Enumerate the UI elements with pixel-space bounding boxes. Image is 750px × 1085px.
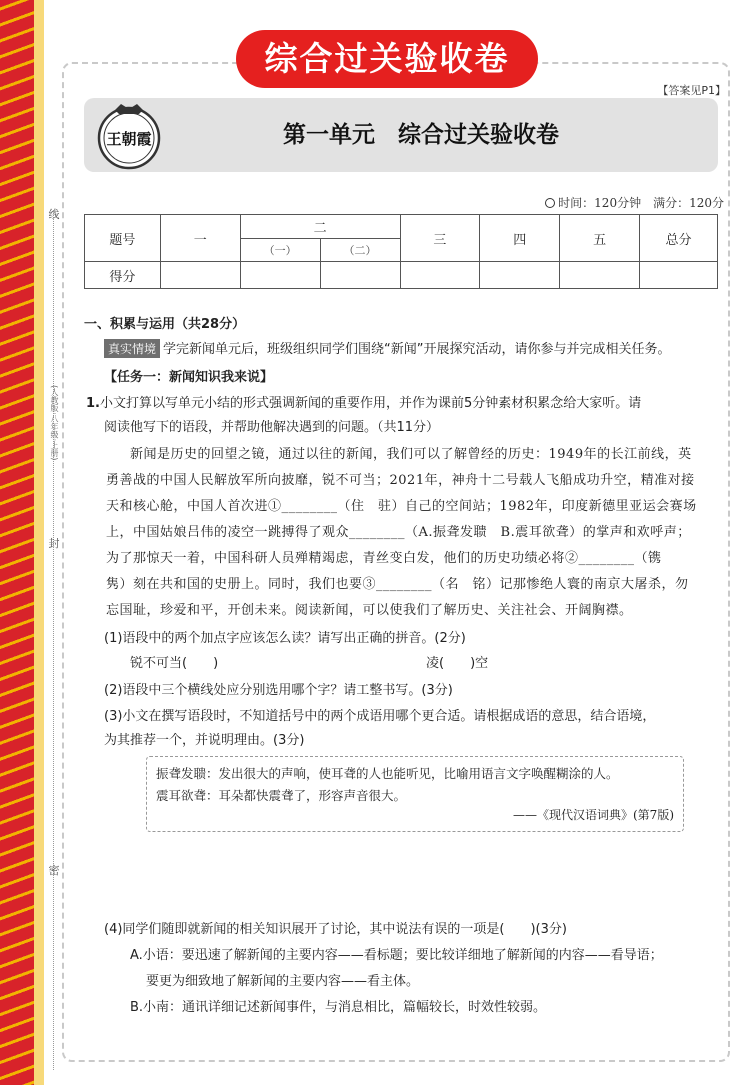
answer-reference: 【答案见P1】 (657, 84, 726, 97)
score-cell[interactable] (400, 262, 480, 289)
exam-full-score: 满分：120分 (653, 196, 724, 210)
question-1-line-2: 阅读他写下的语段，并帮助他解决遇到的问题。（共11分） (104, 420, 440, 435)
option-b[interactable]: B.小南：通讯详细记述新闻事件，与消息相比，篇幅较长，时效性较弱。 (130, 1000, 547, 1015)
score-subcol-1: （一） (240, 239, 320, 262)
score-col-1: 一 (160, 215, 240, 262)
definition-2: 震耳欲聋：耳朵都快震聋了，形容声音很大。 (156, 788, 407, 803)
sub-question-1: (1)语段中的两个加点字应该怎么读？请写出正确的拼音。(2分) (104, 631, 466, 646)
score-cell[interactable] (480, 262, 560, 289)
intro-line (104, 338, 671, 358)
sub-question-1-answer-2[interactable]: 凌( )空 (426, 656, 489, 671)
score-cell[interactable] (240, 262, 320, 289)
score-col-5: 五 (560, 215, 640, 262)
passage-line: 为了那惊天一着，中国科研人员殚精竭虑，青丝变白发，他们的历史功绩必将②________（镌 (106, 551, 662, 566)
score-cell[interactable] (160, 262, 240, 289)
definition-source: ——《现代汉语词典》(第7版) (513, 808, 674, 822)
passage-line: 天和核心舱，中国人首次进①________（住 驻）自己的空间站；1982年，印度新德里亚运会赛场 (106, 499, 697, 514)
question-1-line-1 (86, 392, 641, 411)
clock-icon (545, 198, 555, 208)
passage-line: 上，中国姑娘吕伟的凌空一跳搏得了观众________（A.振聋发聩 B.震耳欲聋）的掌声和欢呼声； (106, 525, 691, 540)
score-row-label-2: 得分 (85, 262, 161, 289)
intro-tag: 真实情境 (104, 339, 160, 358)
score-row-label: 题号 (85, 215, 161, 262)
binding-side-text: (人教版·八年级·上册) (50, 385, 59, 461)
question-number: 1. (86, 396, 100, 411)
question-1-text: 小文打算以写单元小结的形式强调新闻的重要作用，并作为课前5分钟素材积累念给大家听。请 (99, 396, 642, 411)
banner-title: 综合过关验收卷 (236, 30, 538, 88)
logo-text: 王朝霞 (106, 130, 152, 148)
intro-text: 学完新闻单元后，班级组织同学们围绕“新闻”开展探究活动，请你参与并完成相关任务。 (163, 342, 671, 357)
sub-question-2: (2)语段中三个横线处应分别选用哪个字？请工整书写。(3分) (104, 683, 453, 698)
score-subcol-2: （二） (320, 239, 400, 262)
passage-line: 隽）刻在共和国的史册上。同时，我们也要③________（名 铭）记那惨绝人寰的南京大屠杀，勿 (106, 577, 689, 592)
score-cell[interactable] (640, 262, 718, 289)
task-title: 【任务一：新闻知识我来说】 (104, 370, 274, 385)
score-cell[interactable] (560, 262, 640, 289)
binding-dotted-line (53, 210, 54, 1070)
score-col-3: 三 (400, 215, 480, 262)
binding-strip-inner (34, 0, 44, 1085)
sub-question-1-answer-1[interactable]: 锐不可当( ) (130, 656, 219, 671)
option-a-line-1[interactable]: A.小语：要迅速了解新闻的主要内容——看标题；要比较详细地了解新闻的内容——看导语； (130, 948, 663, 963)
binding-char-line: 线 (48, 208, 60, 221)
score-table (84, 214, 718, 289)
binding-char-seal: 封 (48, 537, 60, 550)
section-title: 一、积累与运用（共28分） (84, 317, 246, 332)
score-col-4: 四 (480, 215, 560, 262)
exam-info (545, 194, 724, 211)
option-a-line-2: 要更为细致地了解新闻的主要内容——看主体。 (146, 974, 420, 989)
score-col-2: 二 (240, 215, 400, 239)
sub-question-3-line-2: 为其推荐一个，并说明理由。(3分) (104, 733, 305, 748)
binding-char-secret: 密 (48, 864, 60, 877)
sub-question-3-line-1: (3)小文在撰写语段时，不知道括号中的两个成语用哪个更合适。请根据成语的意思，结合语境， (104, 709, 656, 724)
passage-line: 忘国耻，珍爱和平，开创未来。阅读新闻，可以使我们了解历史、关注社会、开阔胸襟。 (106, 603, 633, 618)
score-col-total: 总分 (640, 215, 718, 262)
unit-title: 第一单元 综合过关验收卷 (283, 122, 559, 148)
passage-line: 勇善战的中国人民解放军所向披靡，锐不可当；2021年，神舟十二号载人飞船成功升空，精准对接 (106, 473, 695, 488)
exam-time: 时间：120分钟 (558, 196, 642, 210)
passage-line: 新闻是历史的回望之镜，通过以往的新闻，我们可以了解曾经的历史：1949年的长江前线，英 (130, 447, 692, 462)
score-cell[interactable] (320, 262, 400, 289)
sub-question-4: (4)同学们随即就新闻的相关知识展开了讨论，其中说法有误的一项是( )(3分) (104, 922, 567, 937)
definition-1: 振聋发聩：发出很大的声响，使耳聋的人也能听见，比喻用语言文字唤醒糊涂的人。 (156, 766, 619, 781)
